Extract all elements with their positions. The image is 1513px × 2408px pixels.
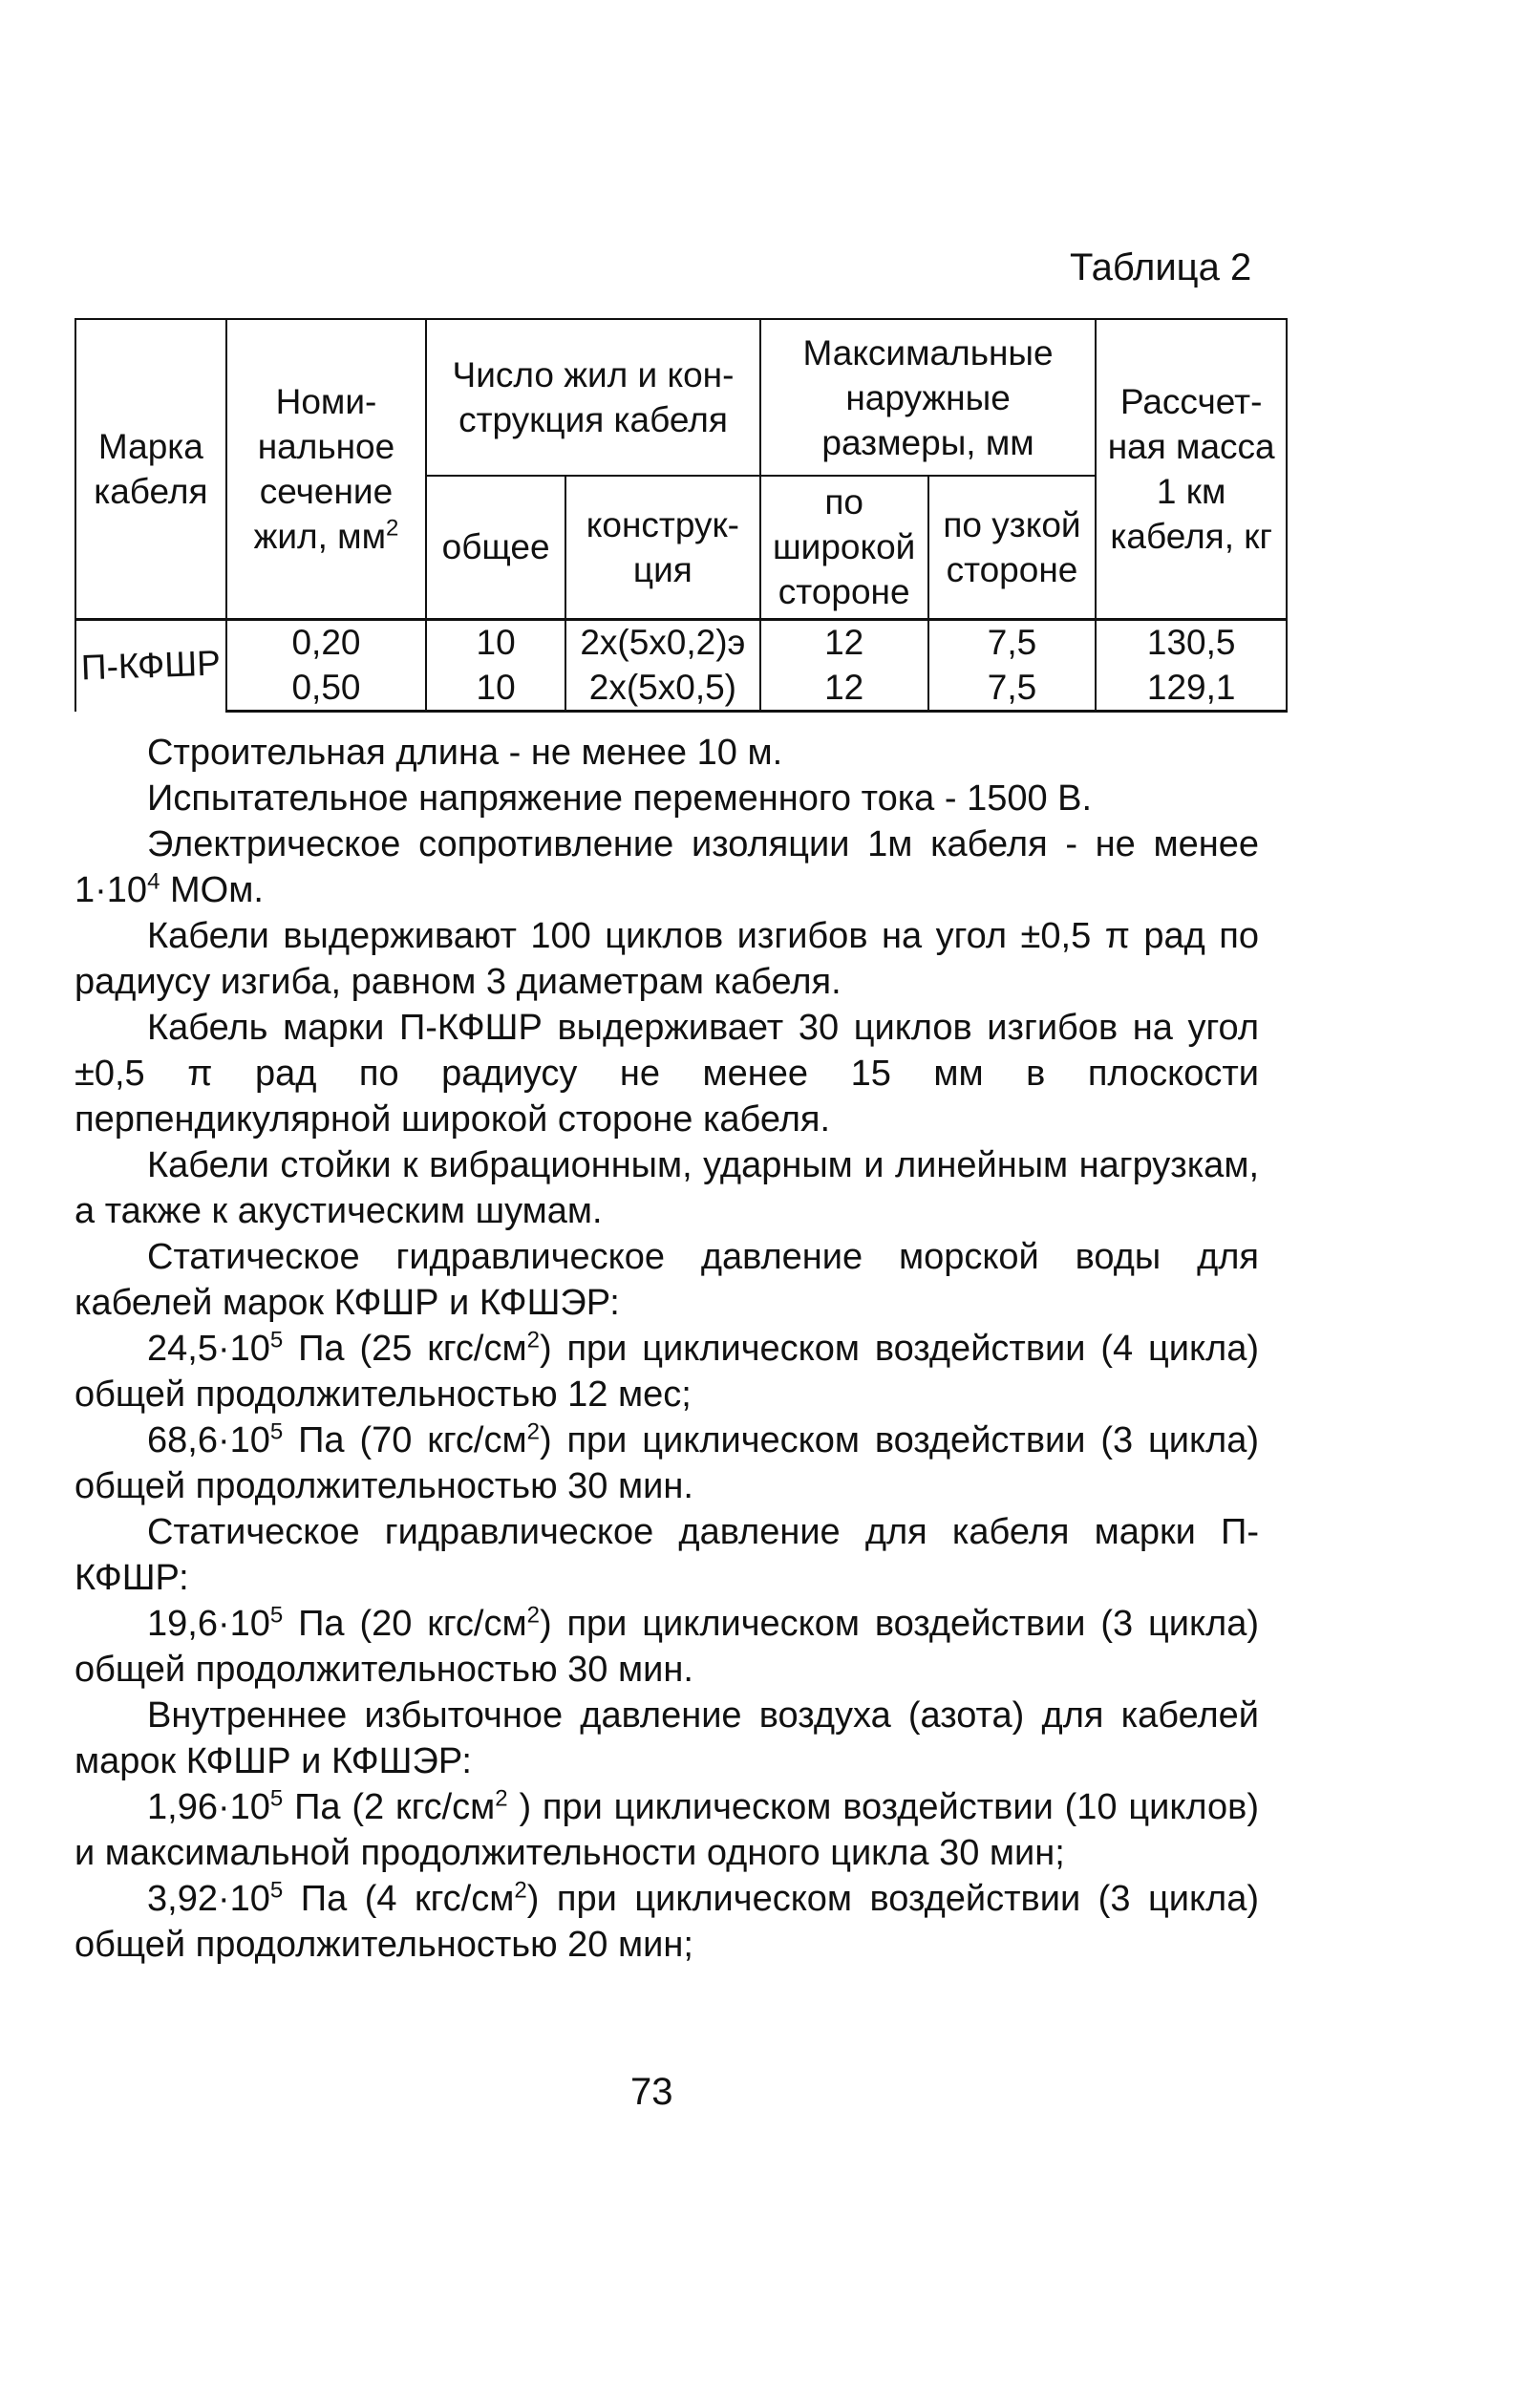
paragraph: Статическое гидравлическое давление для кабеля марки П-КФШР: xyxy=(75,1512,1259,1598)
page-number: 73 xyxy=(630,2071,673,2113)
header-dims-wide: по широкой стороне xyxy=(760,476,928,619)
paragraph: $19,6\cdot 10^5$ Па (20 кгс/$см^2$) при циклическом воздействии (3 цикла) общей продолжительностью 30 мин. xyxy=(75,1602,1259,1690)
cell-wide: 12 xyxy=(760,619,928,665)
cell-narrow: 7,5 xyxy=(928,665,1097,711)
paragraph: Кабель марки П-КФШР выдерживает 30 циклов изгибов на угол ±0,5 π рад по радиусу не менее 15 мм в плоскости перпендикулярной широкой стороне кабеля. xyxy=(75,1008,1259,1140)
cell-section: 0,20 xyxy=(226,619,426,665)
table-caption: Таблица 2 xyxy=(1070,246,1252,288)
header-dims: Максимальные наружные размеры, мм xyxy=(760,319,1097,476)
cell-narrow: 7,5 xyxy=(928,619,1097,665)
paragraph: Кабели выдерживают 100 циклов изгибов на угол ±0,5 π рад по радиусу изгиба, равном 3 диаметрам кабеля. xyxy=(75,916,1259,1002)
table-row xyxy=(75,619,1287,665)
cell-mass: 129,1 xyxy=(1096,665,1287,711)
paragraph: $68,6\cdot 10^5$ Па (70 кгс/$см^2$) при циклическом воздействии (3 цикла) общей продолжительностью 30 мин. xyxy=(75,1418,1259,1506)
paragraph: Внутреннее избыточное давление воздуха (азота) для кабелей марок КФШР и КФШЭР: xyxy=(75,1695,1259,1781)
cell-wide: 12 xyxy=(760,665,928,711)
paragraph: Статическое гидравлическое давление морской воды для кабелей марок КФШР и КФШЭР: xyxy=(75,1237,1259,1323)
header-mass: Рассчет-ная масса 1 км кабеля, кг xyxy=(1096,319,1287,619)
paragraph: $3,92\cdot 10^5$ Па (4 кгс/$см^2$) при циклическом воздействии (3 цикла) общей продолжительностью 20 мин; xyxy=(75,1877,1259,1965)
paragraph: $24,5\cdot 10^5$ Па (25 кгс/$см^2$) при циклическом воздействии (4 цикла) общей продолжительностью 12 мес; xyxy=(75,1327,1259,1415)
header-section-sup: 2 xyxy=(386,515,399,542)
cell-total: 10 xyxy=(426,665,565,711)
header-cores: Число жил и кон-струкция кабеля xyxy=(426,319,760,476)
cell-construction: 2х(5х0,2)э xyxy=(565,619,760,665)
cell-total: 10 xyxy=(426,619,565,665)
cell-construction: 2х(5х0,5) xyxy=(565,665,760,711)
paragraph: $1,96\cdot 10^5$ Па (2 кгс/$см^2$ ) при циклическом воздействии (10 циклов) и максимальной продолжительности одного цикла 30 мин; xyxy=(75,1785,1259,1873)
paragraph: Строительная длина - не менее 10 м. xyxy=(147,733,783,773)
cell-mass: 130,5 xyxy=(1096,619,1287,665)
header-dims-narrow: по узкой стороне xyxy=(928,476,1097,619)
table-row xyxy=(75,665,1287,711)
paragraph: Кабели стойки к вибрационным, ударным и линейным нагрузкам, а также к акустическим шумам. xyxy=(75,1145,1259,1231)
header-cores-total: общее xyxy=(426,476,565,619)
body-text xyxy=(75,730,1259,1968)
header-brand: Марка кабеля xyxy=(75,319,226,619)
cell-section: 0,50 xyxy=(226,665,426,711)
cable-spec-table xyxy=(75,318,1288,713)
paragraph: Испытательное напряжение переменного тока - 1500 В. xyxy=(147,778,1093,819)
header-section: Номи-нальное сечение жил, $мм^2$ xyxy=(226,319,426,619)
cell-brand: П-КФШР xyxy=(74,616,227,714)
header-cores-construction: конструк-ция xyxy=(565,476,760,619)
paragraph: Электрическое сопротивление изоляции 1м кабеля - не менее $1\cdot 10^4$ МОм. xyxy=(75,824,1259,910)
